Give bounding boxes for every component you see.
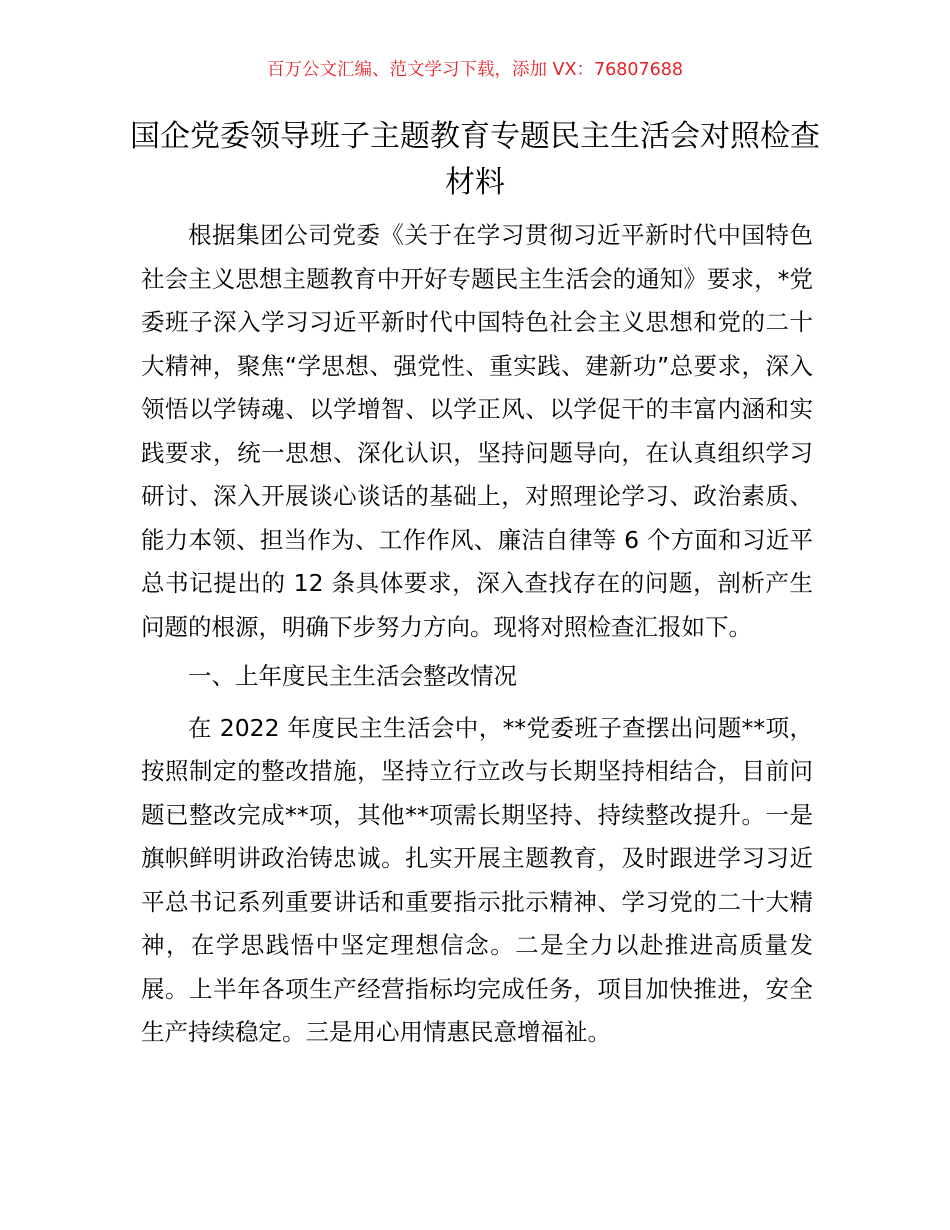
document-body <box>141 214 813 1055</box>
section-1-paragraph: 在 2022 年度民主生活会中，**党委班子查摆出问题**项，按照制定的整改措施，坚持立行立改与长期坚持相结合，目前问题已整改完成**项，其他**项需长期坚持、持续整改提升。一是旗帜鲜明讲政治铸忠诚。扎实开展主题教育，及时跟进学习习近平总书记系列重要讲话和重要指示批示精神、学习党的二十大精神，在学思践悟中坚定理想信念。二是全力以赴推进高质量发展。上半年各项生产经营指标均完成任务，项目加快推进，安全生产持续稳定。三是用心用情惠民意增福祉。 <box>141 713 813 1046</box>
section-1-heading: 一、上年度民主生活会整改情况 <box>188 662 517 690</box>
promo-header-note: 百万公文汇编、范文学习下载，添加 VX：76807688 <box>266 60 684 80</box>
intro-paragraph: 根据集团公司党委《关于在学习贯彻习近平新时代中国特色社会主义思想主题教育中开好专题民主生活会的通知》要求，*党委班子深入学习习近平新时代中国特色社会主义思想和党的二十大精神，聚焦“学思想、强党性、重实践、建新功”总要求，深入领悟以学铸魂、以学增智、以学正风、以学促干的丰富内涵和实践要求，统一思想、深化认识，坚持问题导向，在认真组织学习研讨、深入开展谈心谈话的基础上，对照理论学习、政治素质、能力本领、担当作为、工作作风、廉洁自律等 6 个方面和习近平总书记提出的 12 条具体要求，深入查找存在的问题，剖析产生问题的根源，明确下步努力方向。现将对照检查汇报如下。 <box>141 221 813 641</box>
document-title: 国企党委领导班子主题教育专题民主生活会对照检查材料 <box>130 119 820 200</box>
